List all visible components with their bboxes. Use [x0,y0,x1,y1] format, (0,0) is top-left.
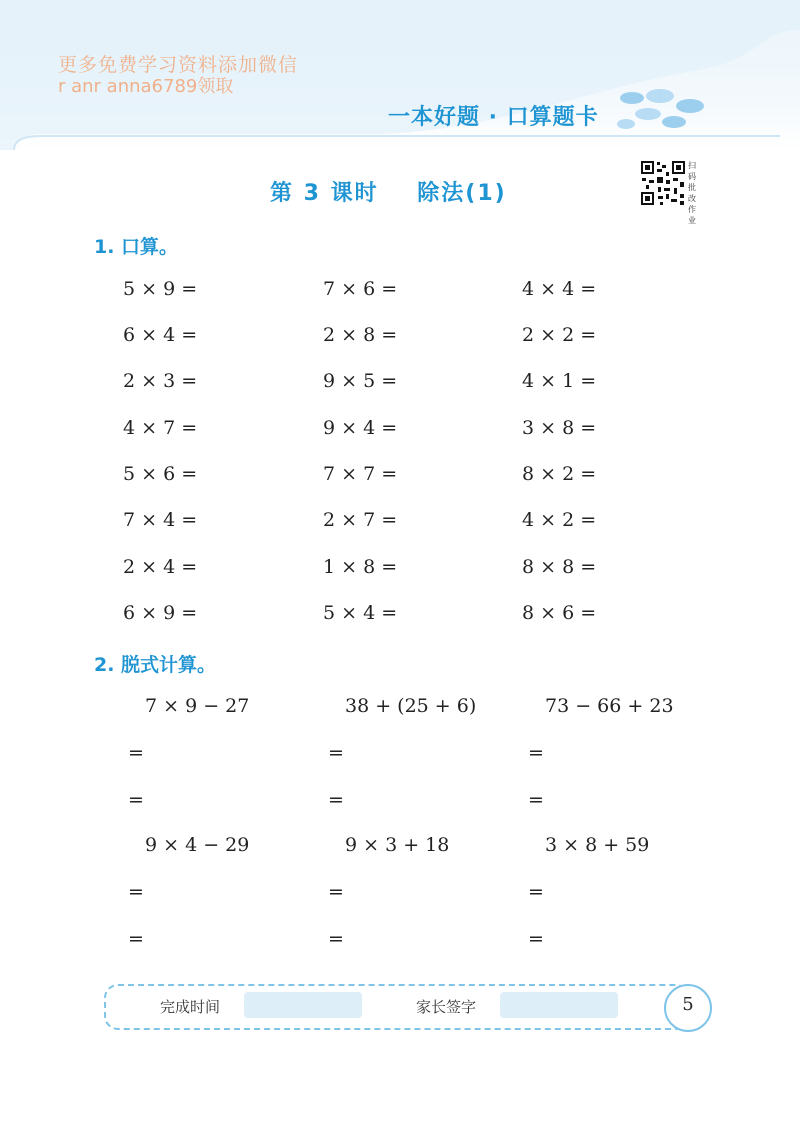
oral-problem: 9 × 5 = [323,370,398,392]
oral-problem: 7 × 4 = [123,509,198,531]
answer-step-equals: = [128,928,144,950]
oral-problem: 8 × 2 = [522,463,597,485]
oral-problem: 6 × 9 = [123,602,198,624]
parent-signature-label: 家长签字 [416,998,477,1016]
oral-problem: 2 × 2 = [522,324,597,346]
completion-time-label: 完成时间 [160,998,221,1016]
answer-step-equals: = [528,789,544,811]
oral-problem: 6 × 4 = [123,324,198,346]
qr-caption: 扫码批改作业 [688,161,696,225]
stepwise-problem: 38 + (25 + 6) [345,695,477,717]
qr-code-icon[interactable] [640,160,686,206]
answer-step-equals: = [328,928,344,950]
oral-problem: 2 × 8 = [323,324,398,346]
oral-problem: 5 × 9 = [123,278,198,300]
oral-problem: 8 × 8 = [522,556,597,578]
answer-step-equals: = [128,742,144,764]
watermark-line-1: 更多免费学习资料添加微信 [58,54,299,76]
section-1-heading: 1. 口算。 [94,236,179,258]
oral-problem: 2 × 4 = [123,556,198,578]
oral-problem: 5 × 4 = [323,602,398,624]
oral-problem: 3 × 8 = [522,417,597,439]
stepwise-problem: 73 − 66 + 23 [545,695,674,717]
stepwise-problem: 7 × 9 − 27 [145,695,250,717]
oral-problem: 8 × 6 = [522,602,597,624]
stepwise-problem: 9 × 4 − 29 [145,834,250,856]
answer-step-equals: = [328,881,344,903]
stepwise-problem: 9 × 3 + 18 [345,834,450,856]
watermark-line-2: r anr anna6789领取 [58,76,234,97]
oral-problem: 5 × 6 = [123,463,198,485]
oral-problem: 4 × 7 = [123,417,198,439]
oral-problem: 4 × 1 = [522,370,597,392]
oral-problem: 4 × 4 = [522,278,597,300]
answer-step-equals: = [528,742,544,764]
answer-step-equals: = [528,881,544,903]
stepwise-problem: 3 × 8 + 59 [545,834,650,856]
answer-step-equals: = [328,742,344,764]
section-2-heading: 2. 脱式计算。 [94,654,217,676]
page-number: 5 [682,994,694,1015]
lesson-title: 第 3 课时 除法(1) [270,181,507,206]
cloud-decoration-icon [612,84,712,134]
oral-problem: 2 × 7 = [323,509,398,531]
completion-time-field[interactable] [244,992,362,1018]
brand-title: 一本好题 · 口算题卡 [388,105,599,130]
answer-step-equals: = [328,789,344,811]
oral-problem: 1 × 8 = [323,556,398,578]
oral-problem: 7 × 7 = [323,463,398,485]
parent-signature-field[interactable] [500,992,618,1018]
answer-step-equals: = [128,789,144,811]
answer-step-equals: = [128,881,144,903]
oral-problem: 7 × 6 = [323,278,398,300]
oral-problem: 4 × 2 = [522,509,597,531]
oral-problem: 2 × 3 = [123,370,198,392]
oral-problem: 9 × 4 = [323,417,398,439]
answer-step-equals: = [528,928,544,950]
